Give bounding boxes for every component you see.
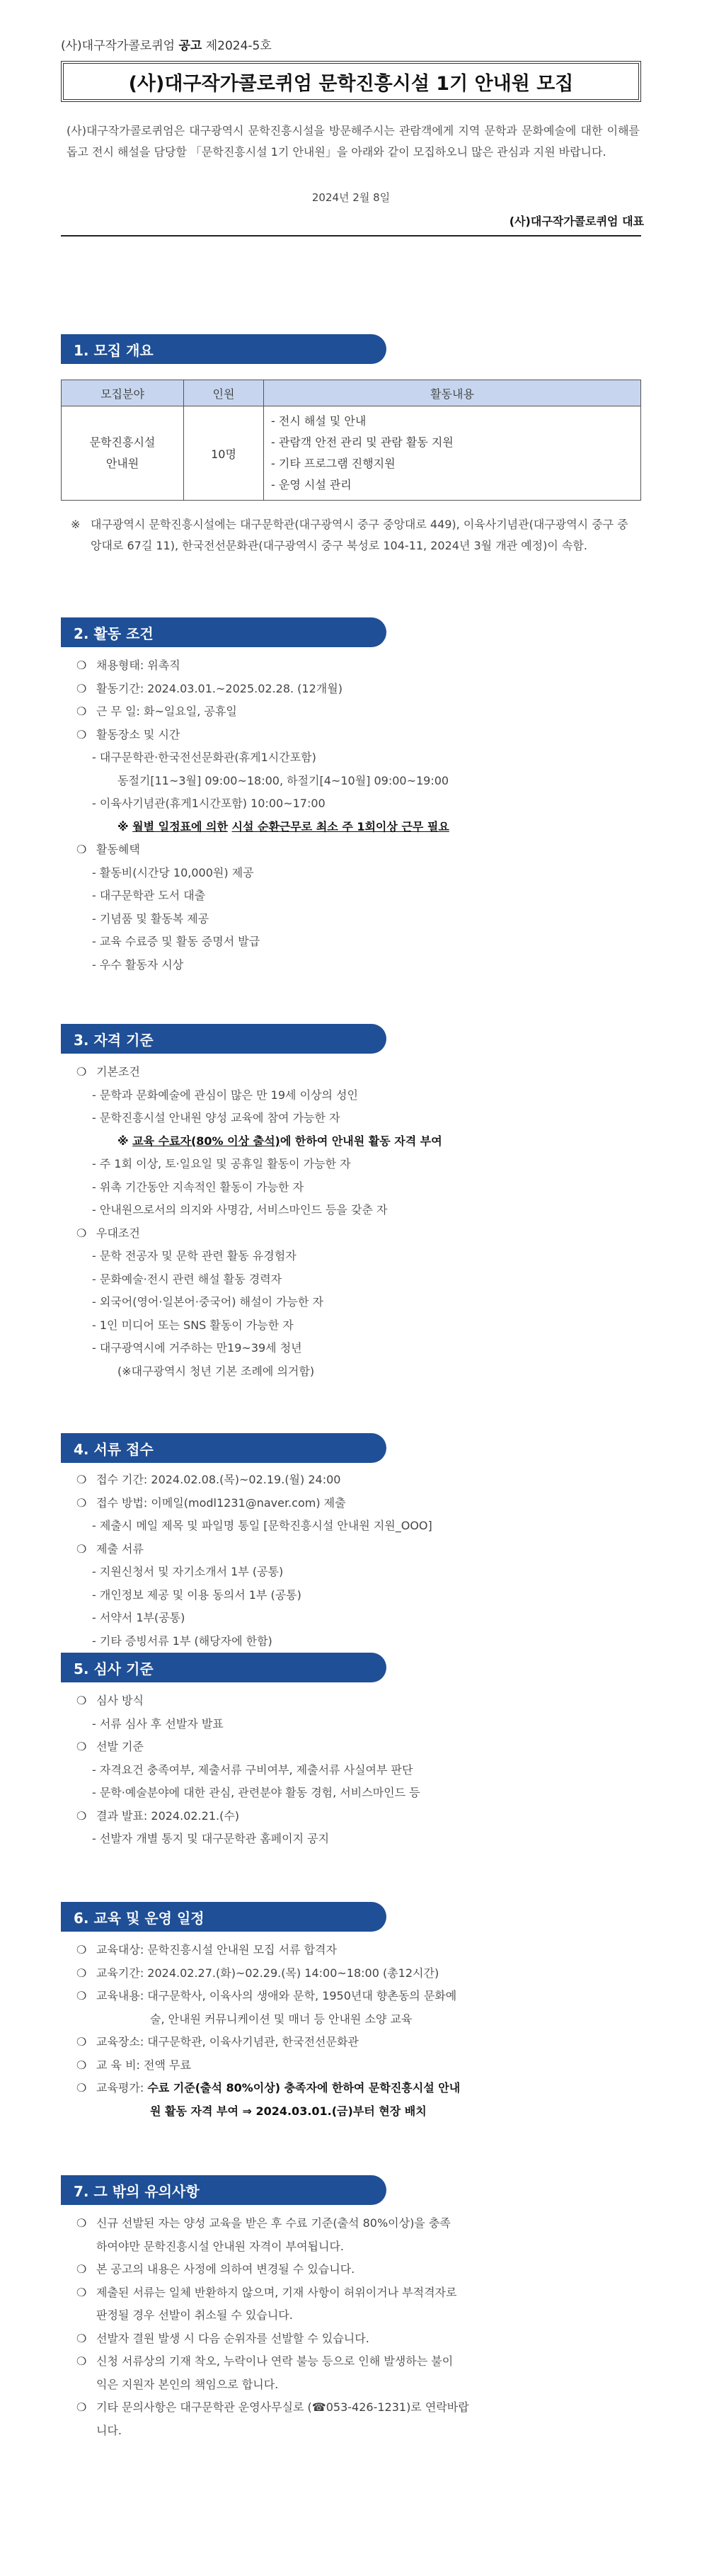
list-item: - 문학과 문화예술에 관심이 많은 만 19세 이상의 성인 xyxy=(92,1088,358,1102)
list-item: 판정될 경우 선발이 취소될 수 있습니다. xyxy=(96,2308,293,2322)
training-list xyxy=(76,1939,643,2123)
qualifications-list xyxy=(76,1061,643,1383)
table-header: 모집분야 xyxy=(62,380,184,406)
facility-note: ※ 대구광역시 문학진흥시설에는 대구문학관(대구광역시 중구 중앙대로 449), 이육사기념관(대구광역시 중구 중앙대로 67길 11), 한국전선문화관(대구광역시 중구 북성로 104-11, 2024년 3월 개관 예정)이 속함. xyxy=(71,518,628,552)
table-header: 인원 xyxy=(184,380,264,406)
list-item: 니다. xyxy=(96,2423,122,2437)
list-item: ❍ 교육내용: 대구문학사, 이육사의 생애와 문학, 1950년대 향촌동의 문화예 xyxy=(76,1989,457,2002)
list-item: ❍ 교 육 비: 전액 무료 xyxy=(76,2058,191,2072)
list-item: ※ 교육 수료자(80% 이상 출석)에 한하여 안내원 활동 자격 부여 xyxy=(117,1134,442,1148)
list-item: ❍ 기타 문의사항은 대구문학관 운영사무실로 (☎053-426-1231)로 연락바랍 xyxy=(76,2400,469,2414)
list-item: ※ 월별 일정표에 의한 시설 순환근무로 최소 주 1회이상 근무 필요 xyxy=(117,819,449,833)
section-header-conditions: 2. 활동 조건 xyxy=(61,617,386,647)
list-item: - 대구광역시에 거주하는 만19~39세 청년 xyxy=(92,1341,302,1355)
list-item: - 외국어(영어·일본어·중국어) 해설이 가능한 자 xyxy=(92,1295,323,1309)
list-item: - 서류 심사 후 선발자 발표 xyxy=(92,1716,224,1731)
list-item: ❍ 교육장소: 대구문학관, 이육사기념관, 한국전선문화관 xyxy=(76,2035,359,2048)
list-item: ❍ 교육기간: 2024.02.27.(화)~02.29.(목) 14:00~18:00 (총12시간) xyxy=(76,1966,439,1980)
list-item: - 위촉 기간동안 지속적인 활동이 가능한 자 xyxy=(92,1180,304,1194)
list-item: - 교육 수료증 및 활동 증명서 발급 xyxy=(92,935,260,948)
table-row xyxy=(62,406,641,501)
list-item: 술, 안내원 커뮤니케이션 및 매너 등 안내원 소양 교육 xyxy=(150,2012,413,2026)
list-item: 원 활동 자격 부여 ⇒ 2024.03.01.(금)부터 현장 배치 xyxy=(150,2104,427,2118)
list-item: ❍ 선발 기준 xyxy=(76,1740,144,1753)
list-item: ❍ 교육대상: 문학진흥시설 안내원 모집 서류 합격자 xyxy=(76,1943,337,1956)
list-item: ❍ 접수 방법: 이메일(modl1231@naver.com) 제출 xyxy=(76,1495,346,1510)
table-header: 활동내용 xyxy=(264,380,641,406)
table-cell-count: 10명 xyxy=(184,406,264,501)
list-item: - 우수 활동자 시상 xyxy=(92,957,184,971)
list-item: - 개인정보 제공 및 이용 동의서 1부 (공통) xyxy=(92,1588,301,1602)
list-item: - 이육사기념관(휴게1시간포함) 10:00~17:00 xyxy=(92,797,326,810)
list-item: ❍ 제출된 서류는 일체 반환하지 않으며, 기재 사항이 허위이거나 부적격자로 xyxy=(76,2285,457,2299)
list-item: - 제출시 메일 제목 및 파일명 통일 [문학진흥시설 안내원 지원_OOO] xyxy=(92,1519,432,1532)
list-item: - 활동비(시간당 10,000원) 제공 xyxy=(92,865,254,879)
list-item: ❍ 신규 선발된 자는 양성 교육을 받은 후 수료 기준(출석 80%이상)을 충족 xyxy=(76,2216,451,2230)
list-item: - 문화예술·전시 관련 해설 활동 경력자 xyxy=(92,1272,282,1286)
list-item: - 문학진흥시설 안내원 양성 교육에 참여 가능한 자 xyxy=(92,1111,340,1124)
list-item: - 기념품 및 활동복 제공 xyxy=(92,911,209,925)
screening-list xyxy=(76,1689,643,1851)
list-item: - 대구문학관·한국전선문화관(휴게1시간포함) xyxy=(92,751,316,764)
list-item: ❍ 활동혜택 xyxy=(76,843,140,856)
list-item: - 문학·예술분야에 대한 관심, 관련분야 활동 경험, 서비스마인드 등 xyxy=(92,1786,420,1799)
organization-name: (사)대구작가콜로퀴엄 대표 xyxy=(509,215,644,228)
list-item: ❍ 근 무 일: 화~일요일, 공휴일 xyxy=(76,705,237,718)
list-item: ❍ 채용형태: 위촉직 xyxy=(76,659,180,672)
list-item: - 기타 증빙서류 1부 (해당자에 한함) xyxy=(92,1634,272,1648)
table-cell-activities: - 전시 해설 및 안내 - 관람객 안전 관리 및 관람 활동 지원 - 기타 프로그램 진행지원 - 운영 시설 관리 xyxy=(264,406,641,501)
list-item: ❍ 신청 서류상의 기재 착오, 누락이나 연락 불능 등으로 인해 발생하는 불이 xyxy=(76,2354,454,2368)
list-item: - 대구문학관 도서 대출 xyxy=(92,889,206,902)
list-item: ❍ 선발자 결원 발생 시 다음 순위자를 선발할 수 있습니다. xyxy=(76,2331,369,2345)
list-item: (※대구광역시 청년 기본 조례에 의거함) xyxy=(117,1364,315,1378)
recruitment-table xyxy=(61,380,641,501)
page-title: (사)대구작가콜로퀴엄 문학진흥시설 1기 안내원 모집 xyxy=(61,61,641,102)
list-item: ❍ 접수 기간: 2024.02.08.(목)~02.19.(월) 24:00 xyxy=(76,1473,341,1486)
intro-text: (사)대구작가콜로퀴엄은 대구광역시 문학진흥시설을 방문해주시는 관람객에게 지역 문학과 문화예술에 대한 이해를 돕고 전시 해설을 담당할 「문학진흥시설 1기 안내원」을 아래와 같이 모집하오니 많은 관심과 지원 바랍니다. xyxy=(67,124,640,159)
list-item: - 문학 전공자 및 문학 관련 활동 유경험자 xyxy=(92,1249,297,1263)
notice-date: 2024년 2월 8일 xyxy=(311,191,391,204)
section-header-notes: 7. 그 밖의 유의사항 xyxy=(61,2175,386,2205)
table-cell-field: 문학진흥시설 안내원 xyxy=(62,406,184,501)
list-item: - 1인 미디어 또는 SNS 활동이 가능한 자 xyxy=(92,1318,294,1332)
list-item: ❍ 기본조건 xyxy=(76,1065,140,1078)
list-item: - 안내원으로서의 의지와 사명감, 서비스마인드 등을 갖춘 자 xyxy=(92,1203,388,1216)
list-item: ❍ 활동장소 및 시간 xyxy=(76,727,180,741)
list-item: ❍ 본 공고의 내용은 사정에 의하여 변경될 수 있습니다. xyxy=(76,2262,355,2276)
section-header-overview: 1. 모집 개요 xyxy=(61,334,386,364)
list-item: ❍ 제출 서류 xyxy=(76,1541,144,1556)
list-item: - 서약서 1부(공통) xyxy=(92,1611,185,1624)
list-item: ❍ 심사 방식 xyxy=(76,1694,144,1707)
section-header-training: 6. 교육 및 운영 일정 xyxy=(61,1902,386,1932)
list-item: - 자격요건 충족여부, 제출서류 구비여부, 제출서류 사실여부 판단 xyxy=(92,1762,413,1777)
conditions-list xyxy=(76,654,643,976)
list-item: ❍ 우대조건 xyxy=(76,1226,140,1240)
list-item: - 선발자 개별 통지 및 대구문학관 홈페이지 공지 xyxy=(92,1832,330,1845)
notice-number: (사)대구작가콜로퀴엄 공고 제2024-5호 xyxy=(61,39,272,53)
list-item: ❍ 교육평가: 수료 기준(출석 80%이상) 충족자에 한하여 문학진흥시설 안내 xyxy=(76,2081,461,2095)
section-header-application: 4. 서류 접수 xyxy=(61,1433,386,1463)
list-item: - 주 1회 이상, 토·일요일 및 공휴일 활동이 가능한 자 xyxy=(92,1157,351,1170)
application-list xyxy=(76,1469,643,1653)
section-header-screening: 5. 심사 기준 xyxy=(61,1653,386,1682)
list-item: 동절기[11~3월] 09:00~18:00, 하절기[4~10월] 09:00~19:00 xyxy=(117,773,449,787)
list-item: 하여야만 문학진흥시설 안내원 자격이 부여됩니다. xyxy=(96,2239,345,2253)
list-item: - 지원신청서 및 자기소개서 1부 (공통) xyxy=(92,1565,284,1578)
list-item: 익은 지원자 본인의 책임으로 합니다. xyxy=(96,2377,279,2391)
section-header-qualifications: 3. 자격 기준 xyxy=(61,1024,386,1054)
divider xyxy=(61,235,641,236)
list-item: ❍ 활동기간: 2024.03.01.~2025.02.28. (12개월) xyxy=(76,681,343,695)
list-item: ❍ 결과 발표: 2024.02.21.(수) xyxy=(76,1808,240,1823)
notes-list xyxy=(76,2212,643,2442)
